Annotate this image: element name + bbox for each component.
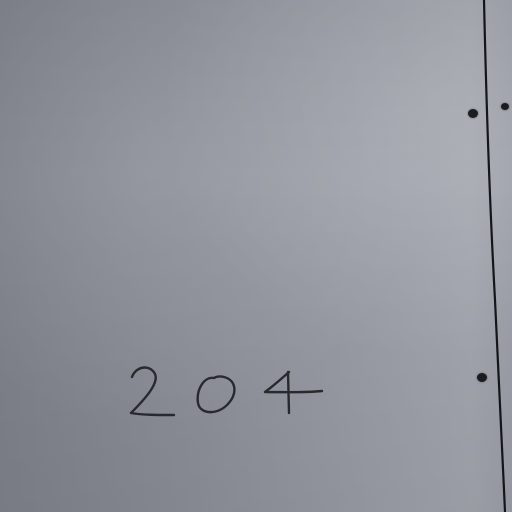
handwritten-number — [122, 355, 330, 430]
handwritten-digit-2 — [131, 368, 174, 415]
punch-hole-dot — [501, 103, 509, 110]
handwritten-digit-4-cross — [265, 372, 322, 392]
punch-hole-dot — [468, 109, 478, 118]
punch-hole-dot — [477, 373, 487, 382]
handwritten-digit-0 — [198, 376, 235, 412]
